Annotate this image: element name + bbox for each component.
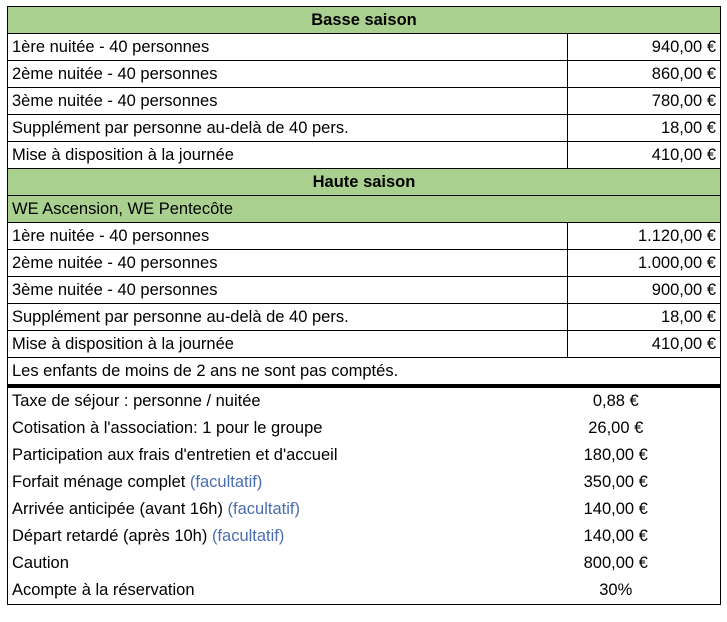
fee-label-text: Forfait ménage complet — [12, 473, 190, 491]
table-row — [8, 34, 721, 61]
rate-label: 2ème nuitée - 40 personnes — [8, 61, 568, 88]
fee-value: 140,00 € — [583, 527, 648, 545]
fee-value: 0,88 € — [592, 392, 639, 410]
fee-label-text: Cotisation à l'association: 1 pour le groupe — [12, 419, 323, 437]
season-rates-table — [7, 6, 721, 358]
rate-value: 410,00 € — [568, 331, 721, 358]
rate-label: 3ème nuitée - 40 personnes — [8, 88, 568, 115]
rate-label: 1ère nuitée - 40 personnes — [8, 34, 568, 61]
fee-value: 350,00 € — [583, 473, 648, 491]
fee-label-text: Acompte à la réservation — [12, 581, 195, 599]
fee-label-text: Participation aux frais d'entretien et d'accueil — [12, 446, 338, 464]
fee-label — [8, 469, 548, 496]
haute-saison-header-row — [8, 169, 721, 196]
fee-value: 800,00 € — [583, 554, 648, 572]
fee-label-text: Taxe de séjour : personne / nuitée — [12, 392, 261, 410]
rate-value: 940,00 € — [568, 34, 721, 61]
rate-label: 1ère nuitée - 40 personnes — [8, 223, 568, 250]
table-row — [8, 277, 721, 304]
fee-value: 30% — [599, 581, 633, 599]
rate-value: 780,00 € — [568, 88, 721, 115]
fee-label — [8, 415, 548, 442]
optional-tag: (facultatif) — [211, 527, 285, 545]
basse-saison-title: Basse saison — [8, 7, 721, 34]
table-row — [8, 415, 721, 442]
fee-label — [8, 523, 548, 550]
rate-label: Supplément par personne au-delà de 40 pers. — [8, 115, 568, 142]
rate-label: 2ème nuitée - 40 personnes — [8, 250, 568, 277]
rate-value: 860,00 € — [568, 61, 721, 88]
children-note: Les enfants de moins de 2 ans ne sont pas comptés. — [8, 358, 721, 385]
optional-tag: (facultatif) — [227, 500, 300, 518]
haute-saison-title: Haute saison — [8, 169, 721, 196]
fee-label — [8, 550, 548, 577]
table-row — [8, 469, 721, 496]
table-row — [8, 331, 721, 358]
rate-label: Supplément par personne au-delà de 40 pers. — [8, 304, 568, 331]
table-row — [8, 115, 721, 142]
fee-label — [8, 577, 548, 605]
fee-label — [8, 387, 548, 416]
table-row — [8, 61, 721, 88]
rate-value: 1.000,00 € — [568, 250, 721, 277]
fee-value: 180,00 € — [583, 446, 648, 464]
table-row — [8, 250, 721, 277]
table-row — [8, 523, 721, 550]
fee-label-text: Caution — [12, 554, 69, 572]
rate-value: 18,00 € — [568, 304, 721, 331]
table-row — [8, 304, 721, 331]
fee-value: 140,00 € — [583, 500, 648, 518]
table-row — [8, 496, 721, 523]
note-row — [8, 358, 721, 385]
fee-value: 26,00 € — [588, 419, 644, 437]
rate-label: 3ème nuitée - 40 personnes — [8, 277, 568, 304]
haute-saison-subtitle-row — [8, 196, 721, 223]
fee-label-text: Arrivée anticipée (avant 16h) — [12, 500, 228, 518]
table-row — [8, 88, 721, 115]
tariff-sheet — [7, 6, 721, 605]
table-row — [8, 577, 721, 605]
basse-saison-header-row — [8, 7, 721, 34]
fees-table — [7, 385, 721, 605]
table-row — [8, 142, 721, 169]
rate-label: Mise à disposition à la journée — [8, 142, 568, 169]
note-table — [7, 358, 721, 385]
table-row — [8, 550, 721, 577]
table-row — [8, 223, 721, 250]
table-row — [8, 442, 721, 469]
fee-label-text: Départ retardé (après 10h) — [12, 527, 212, 545]
rate-value: 1.120,00 € — [568, 223, 721, 250]
rate-label: Mise à disposition à la journée — [8, 331, 568, 358]
optional-tag: (facultatif) — [189, 473, 263, 491]
haute-saison-subtitle: WE Ascension, WE Pentecôte — [8, 196, 721, 223]
rate-value: 410,00 € — [568, 142, 721, 169]
table-row — [8, 387, 721, 416]
rate-value: 900,00 € — [568, 277, 721, 304]
fee-label — [8, 442, 548, 469]
fee-label — [8, 496, 548, 523]
rate-value: 18,00 € — [568, 115, 721, 142]
